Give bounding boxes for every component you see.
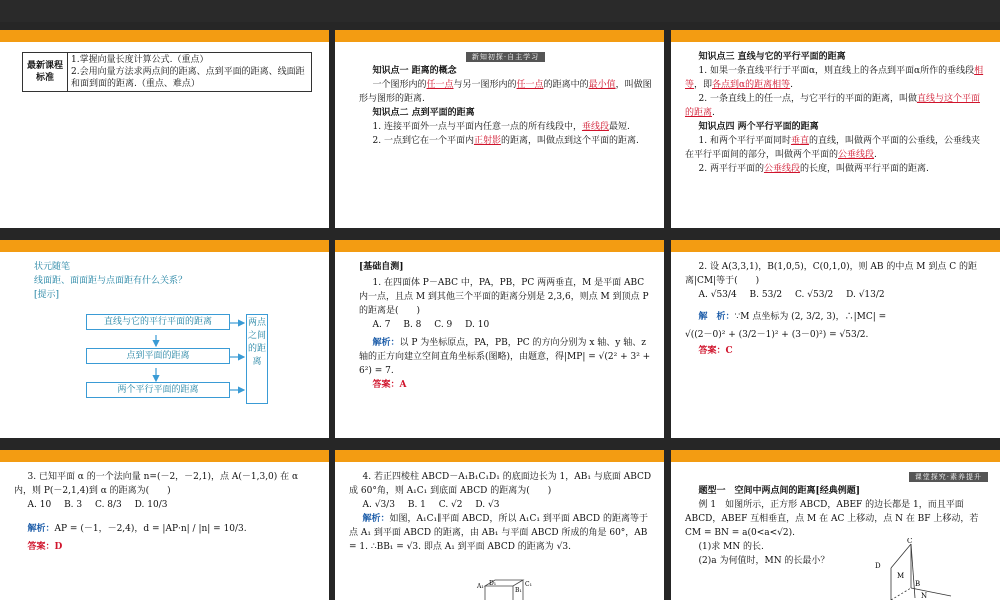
question-1-answer: 答案：A (372, 380, 407, 390)
tip-hint: [提示] (34, 290, 60, 300)
option-c[interactable]: C. 9 (434, 320, 453, 330)
box-plane-plane-distance: 两个平行平面的距离 (86, 382, 230, 398)
slide-header-bar (671, 450, 1000, 462)
slide-8-question-4[interactable] (335, 450, 664, 600)
figure-label-b: B (915, 580, 921, 588)
knowledge-2-item-1: 1. 连接平面外一点与平面内任意一点的所有线段中，垂线段最短. (372, 122, 630, 132)
example-1-q1: (1)求 MN 的长. (698, 542, 764, 552)
tip-question: 线面距、面面距与点面距有什么关系？ (34, 276, 188, 286)
question-1: 1. 在四面体 P－ABC 中，PA，PB，PC 两两垂直，M 是平面 ABC 内一点，且点 M 到其他三个平面的距离分别是 2,3,6，则点 M 到顶点 P 的距离是( ) (359, 278, 649, 316)
option-a[interactable]: A. √53/4 (698, 290, 737, 300)
option-d[interactable]: D. √3 (475, 500, 500, 510)
option-b[interactable]: B. 53/2 (749, 290, 783, 300)
question-1-options (359, 318, 652, 332)
prism-figure (475, 578, 535, 600)
option-c[interactable]: C. √2 (438, 500, 463, 510)
example-1-q2: (2)a 为何值时，MN 的长最小？ (698, 556, 830, 566)
figure-label-c: C (907, 538, 913, 545)
cube-figure (871, 538, 991, 600)
question-2: 2. 设 A(3,3,1)，B(1,0,5)，C(0,1,0)，则 AB 的中点 M 到点 C 的距离|CM|等于( ) (685, 262, 977, 286)
question-3-answer: 答案：D (27, 542, 63, 552)
option-a[interactable]: A. √3/3 (362, 500, 395, 510)
section-banner: 新知初探·自主学习 (466, 52, 545, 62)
slide-header-bar (0, 450, 329, 462)
slide-header-bar (671, 240, 1000, 252)
slide-6-question-2[interactable] (671, 240, 1000, 438)
question-4: 4. 若正四棱柱 ABCD－A₁B₁C₁D₁ 的底面边长为 1，AB₁ 与底面 ABCD 成 60°角，则 A₁C₁ 到底面 ABCD 的距离为( ) (349, 472, 652, 496)
figure-label-b1: B₁ (515, 587, 522, 594)
question-1-analysis: 解析：以 P 为坐标原点，PA，PB，PC 的方向分别为 x 轴、y 轴、z 轴的正方向建立空间直角坐标系(图略)，由题意，得|MP| = √(2² + 3² + 6²) = 7. (359, 338, 651, 376)
knowledge-3-item-2: 2. 一条直线上的任一点，与它平行的平面的距离，叫做直线与这个平面的距离. (685, 94, 980, 118)
tip-title: 状元随笔 (34, 262, 71, 272)
knowledge-1-text: 一个图形内的任一点与另一图形内的任一点的距离中的最小值，叫做图形与图形的距离. (359, 80, 652, 104)
slide-5-self-test[interactable] (335, 240, 664, 438)
standard-item-1: 1.掌握向量长度计算公式.（重点） (71, 55, 209, 65)
option-d[interactable]: D. 10/3 (134, 500, 168, 510)
self-test-heading: [基础自测] (359, 262, 404, 272)
slide-2-knowledge[interactable] (335, 30, 664, 228)
figure-label-m: M (897, 572, 905, 580)
knowledge-3-title: 知识点三 直线与它的平行平面的距离 (698, 52, 846, 62)
option-b[interactable]: B. 1 (407, 500, 426, 510)
question-4-analysis: 解析：如图，A₁C₁∥平面 ABCD，所以 A₁C₁ 到平面 ABCD 的距离等于点 A₁ 到平面 ABCD 的距离，由 AB₁ 与平面 ABCD 所成的角是 60°，AB = 1. ∴BB₁ = √3. 即点 A₁ 到平面 ABCD 的距离为 √3. (349, 514, 648, 552)
knowledge-1-title: 知识点一 距离的概念 (372, 66, 457, 76)
question-2-analysis-1: 解 析：∵M 点坐标为 (2, 3/2, 3)，∴|MC| = (698, 312, 887, 322)
knowledge-2-item-2: 2. 一点到它在一个平面内正射影的距离，叫做点到这个平面的距离. (372, 136, 639, 146)
standards-table (22, 52, 312, 92)
relation-arrows (0, 240, 329, 438)
question-3: 3. 已知平面 α 的一个法向量 n=(－2，－2,1)，点 A(－1,3,0) 在 α 内，则 P(－2,1,4)到 α 的距离为( ) (14, 472, 299, 496)
figure-label-a1: A₁ (477, 583, 484, 590)
option-a[interactable]: A. 10 (27, 500, 52, 510)
figure-label-n: N (921, 592, 928, 600)
knowledge-2-title: 知识点二 点到平面的距离 (372, 108, 475, 118)
figure-label-d: D (875, 562, 881, 570)
question-4-options (349, 498, 652, 512)
example-1: 例 1 如图所示，正方形 ABCD，ABEF 的边长都是 1，而且平面 ABCD，ABEF 互相垂直，点 M 在 AC 上移动，点 N 在 BF 上移动，若 CM = BN = a(0<a<√2). (685, 500, 979, 538)
slide-header-bar (671, 30, 1000, 42)
slide-header-bar (335, 240, 664, 252)
option-b[interactable]: B. 3 (64, 500, 83, 510)
slide-3-knowledge[interactable] (671, 30, 1000, 228)
question-2-answer: 答案：C (698, 346, 733, 356)
question-2-analysis-2: √((2－0)² + (3/2－1)² + (3－0)²) = √53/2. (685, 330, 869, 340)
top-toolbar (0, 0, 1000, 22)
figure-label-c1: C₁ (525, 581, 532, 588)
box-line-plane-distance: 直线与它的平行平面的距离 (86, 314, 230, 330)
question-3-options (14, 498, 317, 512)
question-2-options (685, 288, 988, 302)
box-point-plane-distance: 点到平面的距离 (86, 348, 230, 364)
knowledge-4-title: 知识点四 两个平行平面的距离 (698, 122, 819, 132)
option-a[interactable]: A. 7 (372, 320, 391, 330)
slide-header-bar (335, 450, 664, 462)
option-d[interactable]: D. 10 (465, 320, 490, 330)
box-point-point-distance: 两点之间的距离 (246, 314, 268, 404)
slide-header-bar (0, 30, 329, 42)
knowledge-3-item-1: 1. 如果一条直线平行于平面α，则直线上的各点到平面α所作的垂线段相等，即各点到α的距离相等. (685, 66, 984, 90)
option-c[interactable]: C. √53/2 (794, 290, 834, 300)
standard-item-2: 2.会用向量方法求两点间的距离、点到平面的距离、线面距和面到面的距离.（重点、难点） (71, 67, 305, 89)
section-banner: 课堂探究·素养提升 (909, 472, 988, 482)
slide-header-bar (335, 30, 664, 42)
slide-7-question-3[interactable] (0, 450, 329, 600)
slide-9-example[interactable] (671, 450, 1000, 600)
slide-4-tip[interactable] (0, 240, 329, 438)
topic-title: 题型一 空间中两点间的距离[经典例题] (698, 486, 861, 496)
option-c[interactable]: C. 8/3 (95, 500, 122, 510)
figure-label-d1: D₁ (489, 580, 497, 587)
option-d[interactable]: D. √13/2 (846, 290, 885, 300)
slide-1-standards[interactable] (0, 30, 329, 228)
question-3-analysis: 解析：AP = (－1，－2,4)，d = |AP·n| / |n| = 10/3. (27, 524, 247, 534)
knowledge-4-item-2: 2. 两平行平面的公垂线段的长度，叫做两平行平面的距离. (698, 164, 929, 174)
standards-heading: 最新课程标准 (23, 53, 68, 92)
knowledge-4-item-1: 1. 和两个平行平面同时垂直的直线，叫做两个平面的公垂线，公垂线夹在平行平面间的部分，叫做两个平面的公垂线段. (685, 136, 980, 160)
option-b[interactable]: B. 8 (403, 320, 422, 330)
